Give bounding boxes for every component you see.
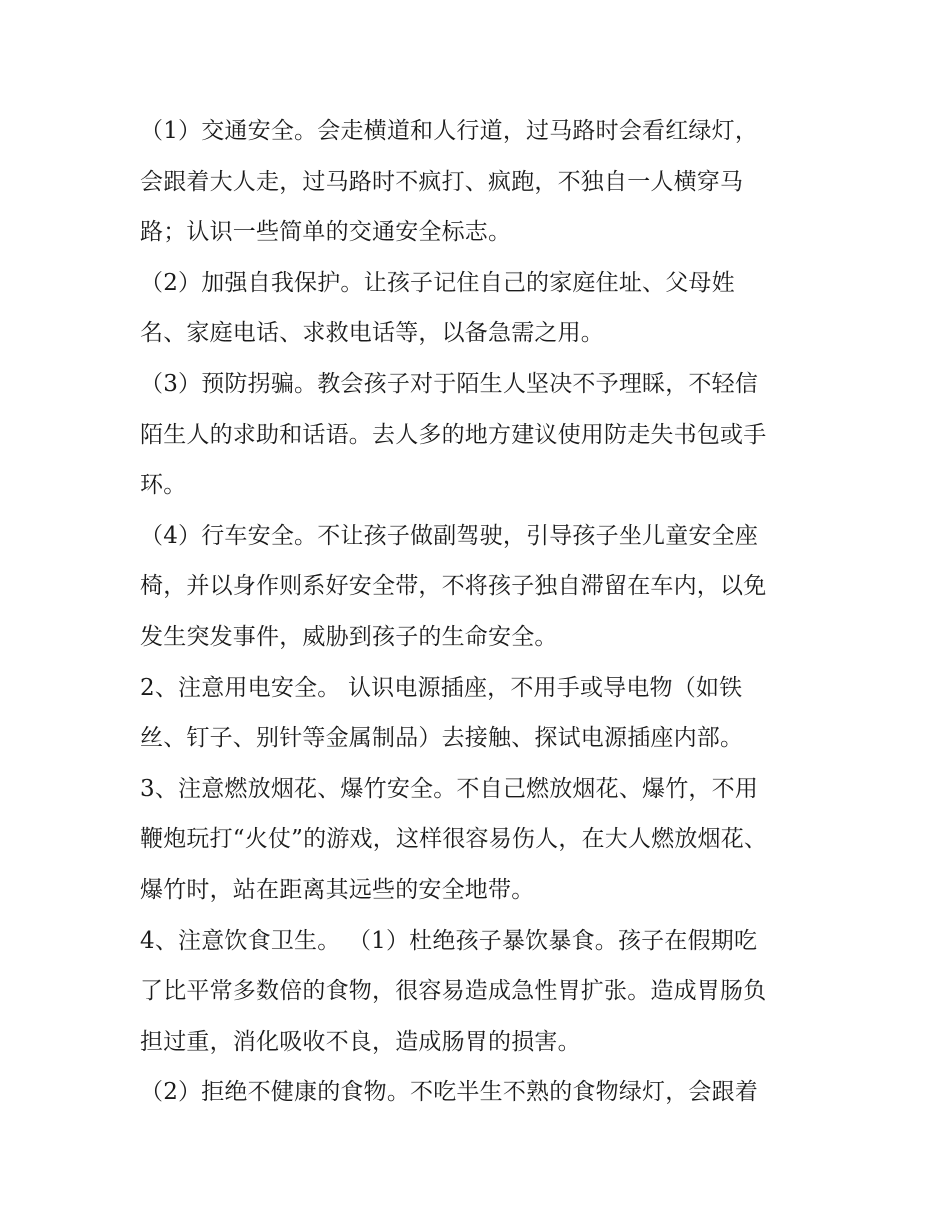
- text-line: 丝、钉子、别针等金属制品）去接触、探试电源插座内部。: [140, 725, 744, 752]
- text-line: 会跟着大人走，过马路时不疯打、疯跑，不独自一人横穿马: [140, 168, 744, 195]
- text-line: 爆竹时，站在距离其远些的安全地带。: [140, 876, 535, 903]
- text-line: 了比平常多数倍的食物，很容易造成急性胃扩张。造成胃肠负: [140, 978, 767, 1005]
- text-line: 鞭炮玩打“火仗”的游戏，这样很容易伤人，在大人燃放烟花、: [140, 826, 768, 853]
- text-line: （4）行车安全。不让孩子做副驾驶，引导孩子坐儿童安全座: [140, 522, 759, 549]
- text-line: （2）拒绝不健康的食物。不吃半生不熟的食物绿灯，会跟着: [140, 1079, 759, 1106]
- text-line: 环。: [140, 472, 187, 499]
- document-body: [140, 106, 820, 1118]
- text-line: （2）加强自我保护。让孩子记住自己的家庭住址、父母姓: [140, 269, 735, 296]
- text-line: 路；认识一些简单的交通安全标志。: [140, 219, 512, 246]
- text-line: （3）预防拐骗。教会孩子对于陌生人坚决不予理睬，不轻信: [140, 370, 759, 397]
- text-line: 名、家庭电话、求救电话等，以备急需之用。: [140, 320, 604, 347]
- text-line: 4、注意饮食卫生。 （1）杜绝孩子暴饮暴食。孩子在假期吃: [140, 927, 758, 954]
- text-line: （1）交通安全。会走横道和人行道，过马路时会看红绿灯，: [140, 118, 759, 144]
- text-line: 3、注意燃放烟花、爆竹安全。不自己燃放烟花、爆竹，不用: [140, 775, 759, 802]
- text-line: 担过重，消化吸收不良，造成肠胃的损害。: [140, 1028, 581, 1055]
- text-line: 2、注意用电安全。 认识电源插座，不用手或导电物（如铁: [140, 674, 743, 701]
- text-line: 发生突发事件，威胁到孩子的生命安全。: [140, 623, 558, 650]
- text-line: 陌生人的求助和话语。去人多的地方建议使用防走失书包或手: [140, 421, 767, 448]
- text-line: 椅，并以身作则系好安全带，不将孩子独自滞留在车内，以免: [140, 573, 767, 600]
